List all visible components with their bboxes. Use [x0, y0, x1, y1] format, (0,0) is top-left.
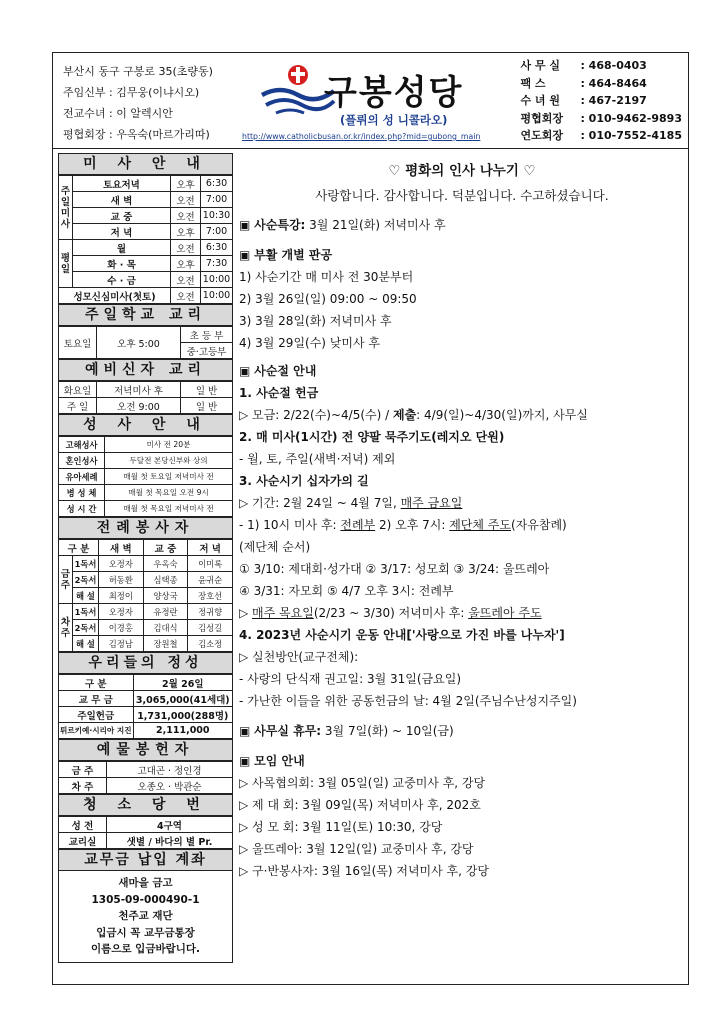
stations-order: (제단체 순서): [239, 540, 311, 554]
mass-time: 7:00: [201, 224, 233, 240]
parish-info: [63, 61, 213, 145]
contact-value: : 464-8464: [580, 76, 647, 90]
mass-ampm: 오전: [171, 240, 201, 256]
sacrament-desc: 매월 첫 목요일 저녁미사 전: [105, 501, 233, 517]
rosary-head: 2. 매 미사(1시간) 전 양팔 묵주기도(레지오 단원): [239, 430, 505, 444]
contact-list: [520, 57, 682, 145]
sacrament-name: 혼인성사: [59, 453, 105, 469]
contact-value: : 010-7552-4185: [580, 129, 682, 143]
servers-week: 차주: [59, 604, 73, 652]
stations-period: [239, 492, 685, 514]
servers-name: 김성길: [188, 620, 233, 636]
stations-period-text: ▷ 기간: 2월 24일 ~ 4월 7일,: [239, 496, 401, 510]
mass-schedule-table: [58, 175, 233, 304]
sacrament-name: 고해성사: [59, 437, 105, 453]
retreat-head: 사순특강:: [254, 218, 306, 232]
servers-header: 교 중: [143, 540, 188, 556]
office-closed-notice: [239, 720, 685, 742]
sacrament-desc: 매월 첫 목요일 오전 9시: [105, 485, 233, 501]
stations-note: (자유참례): [511, 518, 567, 532]
confession-item: 4) 3월 29일(수) 낮미사 후: [239, 336, 380, 350]
servers-name: 최정이: [99, 588, 144, 604]
meetings-notice: [239, 750, 685, 772]
sunday-school-time: 오후 5:00: [97, 327, 181, 359]
flower-label: 금 주: [59, 762, 107, 778]
retreat-notice: [239, 214, 685, 236]
bulletin-page: [52, 52, 689, 985]
cleaning-heading: 청 소 당 번: [58, 794, 233, 816]
lent-offering-collect: ▷ 모금: 2/22(수)~4/5(수) /: [239, 408, 393, 422]
greeting-title: ♡ 평화의 인사 나누기 ♡: [388, 163, 536, 179]
lent-offering-submit: : 4/9(일)~4/30(일)까지, 사무실: [416, 408, 588, 422]
mass-ampm: 오후: [171, 256, 201, 272]
stations-thursday-day: 매주 목요일: [252, 606, 314, 620]
flower-value: 오종오 · 박관순: [107, 778, 233, 794]
lent-campaign-a: ▷ 실천방안(교구전체):: [239, 650, 359, 664]
stations-order-2: ④ 3/31: 자모회 ⑤ 4/7 오후 3시: 전례부: [239, 584, 454, 598]
servers-name: 오정자: [99, 556, 144, 572]
stations-times: [239, 514, 685, 536]
meeting-item: ▷ 성 모 회: 3월 11일(토) 10:30, 강당: [239, 820, 443, 834]
bank-heading: 교무금 납입 계좌: [58, 849, 233, 871]
sunday-school-mid: 중·고등부: [181, 343, 233, 359]
lent-offering-submit-label: 제출: [392, 408, 417, 422]
servers-name: 윤귀순: [188, 572, 233, 588]
mass-time: 7:00: [201, 192, 233, 208]
offering-value: 1,731,000(288명): [133, 707, 232, 723]
mass-time: 6:30: [201, 176, 233, 192]
lent-notice: [239, 360, 685, 382]
catechumen-class: 일 반: [181, 398, 233, 414]
rosary-text: - 월, 토, 주일(새벽·저녁) 제외: [239, 452, 396, 466]
parish-logo: [242, 59, 498, 141]
servers-name: 이미록: [188, 556, 233, 572]
servers-name: 장원철: [143, 636, 188, 652]
meeting-item: ▷ 사목협의회: 3월 05일(일) 교중미사 후, 강당: [239, 776, 486, 790]
stations-head: 3. 사순시기 십자가의 길: [239, 474, 369, 488]
stations-thursday-mark: ▷: [239, 606, 253, 620]
mass-time: 10:00: [201, 272, 233, 288]
servers-role: 1독서: [73, 556, 99, 572]
bank-line: 천주교 재단: [118, 910, 173, 922]
mass-day: 새 벽: [73, 192, 171, 208]
bank-line: 1305-09-000490-1: [91, 893, 200, 906]
lent-offering-dates: [239, 404, 685, 426]
mass-day: 토요저녁: [73, 176, 171, 192]
parish-council: 평협회장 : 우옥숙(마르가리따): [63, 128, 210, 141]
mass-ampm: 오후: [171, 176, 201, 192]
cleaning-label: 성 전: [59, 817, 107, 833]
square-bullet-icon: ▣: [239, 248, 251, 262]
offering-label: 튀르키예·시리아 지진: [59, 723, 134, 739]
sunday-school-day: 토요일: [59, 327, 97, 359]
mass-day: 교 중: [73, 208, 171, 224]
flower-heading: 예물봉헌자: [58, 739, 233, 761]
mass-day: 월: [73, 240, 171, 256]
contact-label: 사 무 실: [520, 59, 560, 72]
servers-name: 허동환: [99, 572, 144, 588]
stations-period-day: 매주 금요일: [400, 496, 463, 510]
flower-label: 차 주: [59, 778, 107, 794]
sacrament-desc: 미사 전 20분: [105, 437, 233, 453]
contact-label: 평협회장: [520, 111, 563, 125]
bulletin-header: [53, 53, 688, 149]
servers-role: 해 설: [73, 636, 99, 652]
office-closed-head: 사무실 휴무:: [254, 724, 322, 738]
mass-ampm: 오전: [171, 208, 201, 224]
offering-table: [58, 674, 233, 739]
offering-heading: 우리들의 정성: [58, 652, 233, 674]
stations-leader-2: 제단체 주도: [449, 518, 511, 532]
servers-name: 정귀향: [188, 604, 233, 620]
lent-head: 사순절 안내: [254, 364, 317, 378]
servers-name: 김소정: [188, 636, 233, 652]
square-bullet-icon: ▣: [239, 364, 251, 378]
confession-item: 3) 3월 28일(화) 저녁미사 후: [239, 314, 392, 328]
mass-ampm: 오후: [171, 224, 201, 240]
greeting-text: 사랑합니다. 감사합니다. 덕분입니다. 수고하셨습니다.: [315, 188, 609, 203]
sunday-school-elem: 초 등 부: [181, 327, 233, 343]
offering-value: 3,065,000(41세대): [133, 691, 232, 707]
confession-notice: [239, 244, 685, 266]
sacrament-heading: 성 사 안 내: [58, 414, 233, 436]
retreat-text: 3월 21일(화) 저녁미사 후: [305, 218, 446, 232]
left-column: [58, 153, 233, 963]
mass-ampm: 오전: [171, 288, 201, 304]
servers-name: 오정자: [99, 604, 144, 620]
catechumen-time: 저녁미사 후: [97, 382, 181, 398]
servers-role: 2독서: [73, 572, 99, 588]
right-column: [239, 151, 685, 882]
lent-campaign-b: - 사랑의 단식재 권고일: 3월 31일(금요일): [239, 672, 462, 686]
meeting-item: ▷ 제 대 회: 3월 09일(목) 저녁미사 후, 202호: [239, 798, 481, 812]
contact-row: [520, 57, 682, 75]
mass-day: 수 · 금: [73, 272, 171, 288]
servers-name: 양상국: [143, 588, 188, 604]
contact-value: : 010-9462-9893: [580, 111, 682, 125]
confession-head: 부활 개별 판공: [254, 248, 333, 262]
contact-row: [520, 75, 682, 93]
catechumen-day: 화요일: [59, 382, 97, 398]
contact-label: 팩 스: [520, 76, 546, 90]
sacrament-name: 성 시 간: [59, 501, 105, 517]
parish-url-link[interactable]: http://www.catholicbusan.or.kr/index.php?mid=gubong_main: [242, 132, 481, 141]
stations-leader-1: 전례부: [340, 518, 376, 532]
sacrament-desc: 매월 첫 토요일 저녁미사 전: [105, 469, 233, 485]
servers-name: 이경홍: [99, 620, 144, 636]
lent-campaign-c: - 가난한 이들을 위한 공동헌금의 날: 4월 2일(주님수난성지주일): [239, 694, 577, 708]
servers-header: 새 벽: [99, 540, 144, 556]
contact-row: [520, 92, 682, 110]
servers-role: 1독서: [73, 604, 99, 620]
parish-patron: (플뤼의 성 니콜라오): [340, 113, 448, 127]
meeting-item: ▷ 구·반봉사자: 3월 16일(목) 저녁미사 후, 강당: [239, 864, 489, 878]
servers-table: [58, 539, 233, 652]
parish-address: 부산시 동구 구봉로 35(초량동): [63, 65, 213, 78]
contact-row: [520, 110, 682, 128]
square-bullet-icon: ▣: [239, 754, 251, 768]
servers-heading: 전례봉사자: [58, 517, 233, 539]
mass-time: 7:30: [201, 256, 233, 272]
bank-info: [58, 871, 233, 963]
stations-thursday-text: (2/23 ~ 3/30) 저녁미사 후:: [313, 606, 469, 620]
mass-first-saturday: 성모신심미사(첫토): [59, 288, 171, 304]
contact-value: : 467-2197: [580, 94, 647, 108]
bank-line: 이름으로 입금바랍니다.: [90, 943, 201, 955]
mass-weekday-label: 평일: [59, 240, 73, 288]
office-closed-text: 3월 7일(화) ~ 10일(금): [321, 724, 454, 738]
cleaning-label: 교리실: [59, 833, 107, 849]
mass-time: 10:30: [201, 208, 233, 224]
stations-thursday: [239, 602, 685, 624]
mass-time: 6:30: [201, 240, 233, 256]
cleaning-value: 4구역: [107, 817, 233, 833]
mass-ampm: 오전: [171, 272, 201, 288]
offering-label: 주일헌금: [59, 707, 134, 723]
catechumen-class: 일 반: [181, 382, 233, 398]
meeting-item: ▷ 울뜨레아: 3월 12일(일) 교중미사 후, 강당: [239, 842, 474, 856]
offering-label: 교 무 금: [59, 691, 134, 707]
square-bullet-icon: ▣: [239, 218, 251, 232]
servers-name: 장호선: [188, 588, 233, 604]
parish-title: 구봉성당: [324, 73, 464, 113]
sunday-school-table: [58, 326, 233, 359]
cleaning-value: 샛별 / 바다의 별 Pr.: [107, 833, 233, 849]
cleaning-table: [58, 816, 233, 849]
contact-value: : 468-0403: [580, 59, 647, 72]
parish-evangelist: 전교수녀 : 이 알렉시안: [63, 107, 173, 120]
servers-role: 2독서: [73, 620, 99, 636]
square-bullet-icon: ▣: [239, 724, 251, 738]
servers-role: 해 설: [73, 588, 99, 604]
sacrament-desc: 두달전 본당신부와 상의: [105, 453, 233, 469]
sacrament-name: 유아세례: [59, 469, 105, 485]
mass-schedule-heading: 미 사 안 내: [58, 153, 233, 175]
stations-time-1: - 1) 10시 미사 후:: [239, 518, 341, 532]
lent-campaign-head: 4. 2023년 사순시기 운동 안내['사랑으로 가진 바를 나누자']: [239, 628, 565, 642]
contact-row: [520, 127, 682, 145]
mass-day: 화 · 목: [73, 256, 171, 272]
servers-name: 김정남: [99, 636, 144, 652]
servers-name: 김대식: [143, 620, 188, 636]
mass-time: 10:00: [201, 288, 233, 304]
stations-thursday-leader: 울뜨레아 주도: [468, 606, 542, 620]
bank-line: 입금시 꼭 교무금통장: [96, 926, 195, 939]
parish-pastor: 주임신부 : 김무웅(이냐시오): [63, 86, 200, 99]
confession-item: 1) 사순기간 매 미사 전 30분부터: [239, 270, 414, 284]
servers-week: 금주: [59, 556, 73, 604]
catechumen-table: [58, 381, 233, 414]
catechumen-heading: 예비신자 교리: [58, 359, 233, 381]
servers-header: 구 분: [59, 540, 99, 556]
lent-offering-head: 1. 사순절 헌금: [239, 386, 319, 400]
servers-name: 유정란: [143, 604, 188, 620]
sacrament-table: [58, 436, 233, 517]
mass-day: 저 녁: [73, 224, 171, 240]
catechumen-day: 주 일: [59, 398, 97, 414]
stations-order-1: ① 3/10: 제대회·성가대 ② 3/17: 성모회 ③ 3/24: 울뜨레아: [239, 562, 550, 576]
offering-date: 2월 26일: [133, 675, 232, 691]
servers-header: 저 녁: [188, 540, 233, 556]
sacrament-name: 병 성 체: [59, 485, 105, 501]
catechumen-time: 오전 9:00: [97, 398, 181, 414]
offering-value: 2,111,000: [133, 723, 232, 739]
flower-value: 고대곤 · 정인경: [107, 762, 233, 778]
contact-label: 수 녀 원: [520, 94, 560, 108]
servers-name: 우옥숙: [143, 556, 188, 572]
servers-name: 심택종: [143, 572, 188, 588]
stations-time-2: 2) 오후 7시:: [375, 518, 450, 532]
offering-label: 구 분: [59, 675, 134, 691]
flower-table: [58, 761, 233, 794]
confession-item: 2) 3월 26일(일) 09:00 ~ 09:50: [239, 292, 417, 306]
meetings-head: 모임 안내: [254, 754, 305, 768]
bank-line: 새마을 금고: [118, 877, 173, 889]
contact-label: 연도회장: [520, 129, 563, 143]
sunday-school-heading: 주일학교 교리: [58, 304, 233, 326]
mass-ampm: 오전: [171, 192, 201, 208]
mass-sunday-label: 주일미사: [59, 176, 73, 240]
